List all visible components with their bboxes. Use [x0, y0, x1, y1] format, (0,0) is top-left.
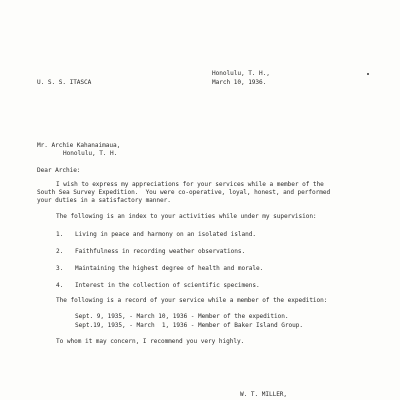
activity-text: Faithfulness in recording weather observations.	[75, 248, 246, 255]
activity-number: 1.	[56, 231, 64, 238]
intro-line-2: South Sea Survey Expedition. You were co-operative, loyal, honest, and performed	[37, 189, 331, 196]
intro-line-1: I wish to express my appreciations for your services while a member of the	[56, 181, 324, 188]
recipient-name: Mr. Archie Kahanaimaua,	[37, 142, 121, 149]
letterhead-place: Honolulu, T. H.,	[212, 70, 270, 77]
activity-text: Living in peace and harmony on an isolated island.	[75, 231, 256, 238]
activity-number: 3.	[56, 265, 64, 272]
signature-name: W. T. MILLER,	[240, 391, 288, 398]
record-line: Sept. 9, 1935, - March 10, 1936 - Member of the expedition.	[75, 313, 289, 320]
recipient-city: Honolulu, T. H.	[63, 150, 118, 157]
activity-number: 4.	[56, 282, 64, 289]
letterhead-date: March 10, 1936.	[212, 79, 267, 86]
intro-line-3: your duties in a satisfactory manner.	[37, 197, 171, 204]
activity-number: 2.	[56, 248, 64, 255]
ink-dot	[367, 73, 369, 75]
index-heading: The following is an index to your activities while under my supervision:	[56, 213, 317, 220]
activity-text: Interest in the collection of scientific specimens.	[75, 282, 260, 289]
closing-line: To whom it may concern, I recommend you very highly.	[56, 338, 245, 345]
salutation: Dear Archie:	[37, 167, 81, 174]
record-line: Sept.19, 1935, - March 1, 1936 - Member of Baker Island Group.	[75, 322, 303, 329]
activity-text: Maintaining the highest degree of health and morale.	[75, 265, 264, 272]
letterhead-vessel: U. S. S. ITASCA	[37, 79, 92, 86]
record-heading: The following is a record of your service while a member of the expedition:	[56, 297, 328, 304]
